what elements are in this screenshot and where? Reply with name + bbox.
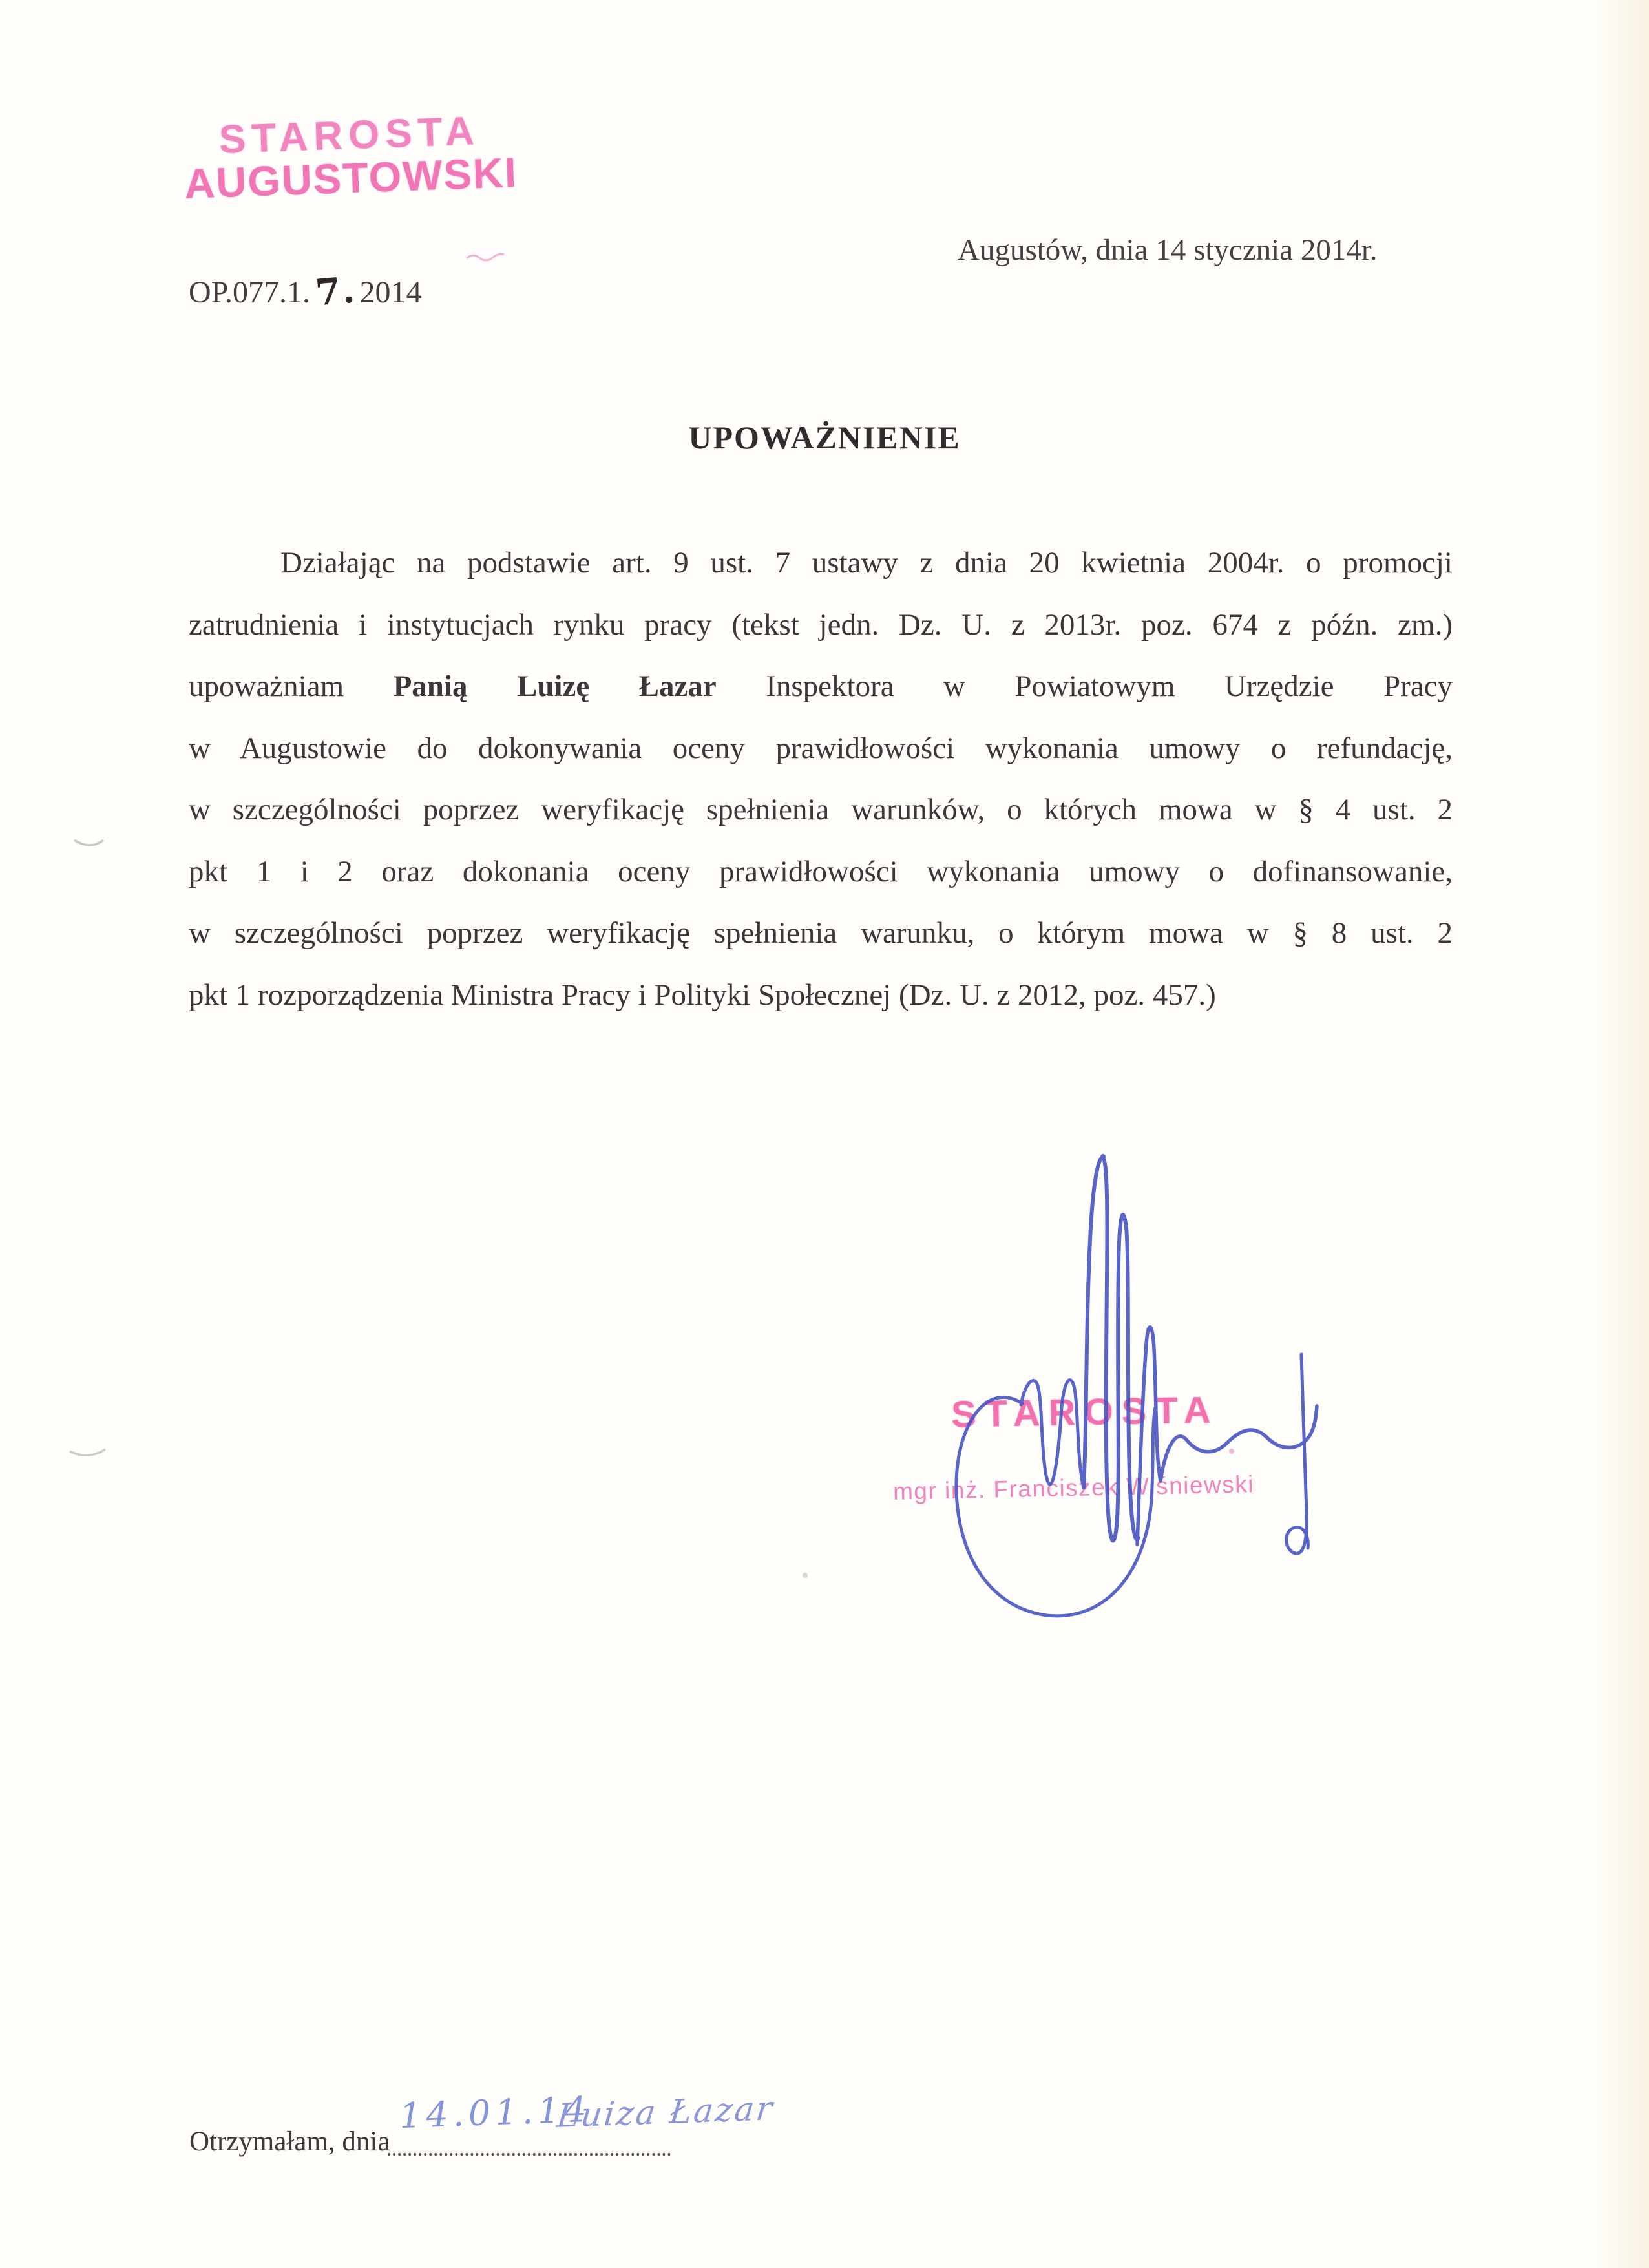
document-date: Augustów, dnia 14 stycznia 2014r. bbox=[958, 233, 1378, 267]
body-line bbox=[189, 779, 1453, 841]
body-line bbox=[189, 903, 1453, 965]
signature-stamp-role: STAROSTA bbox=[951, 1389, 1219, 1436]
office-stamp bbox=[174, 109, 526, 207]
scan-speck bbox=[803, 1573, 808, 1578]
body-line-text: pkt 1 rozporządzenia Ministra Pracy i Polityki Społecznej (Dz. U. z 2012, poz. 457.) bbox=[189, 978, 1216, 1012]
receipt-label: Otrzymałam, dnia bbox=[189, 2126, 390, 2157]
handwritten-receipt-date: 14.01.14 bbox=[398, 2088, 592, 2137]
body-line bbox=[189, 532, 1453, 594]
pencil-arc-mark bbox=[74, 840, 103, 845]
body-line bbox=[189, 656, 1453, 718]
body-paragraph bbox=[189, 532, 1453, 1026]
reference-prefix: OP.077.1. bbox=[189, 275, 311, 310]
reference-handwritten-digit: 7. bbox=[313, 268, 358, 315]
body-line-bold-name: Panią Luizę Łazar bbox=[393, 669, 717, 703]
signature-stamp-name: mgr inż. Franciszek Wiśniewski bbox=[892, 1471, 1255, 1505]
pencil-arc-mark bbox=[70, 1449, 105, 1455]
body-line bbox=[189, 718, 1453, 780]
page-title: UPOWAŻNIENIE bbox=[688, 419, 961, 456]
body-line-text: w szczególności poprzez weryfikację spełnienia warunku, o którym mowa w § 8 ust. 2 bbox=[189, 916, 1453, 950]
scan-edge-artifact bbox=[1591, 0, 1649, 2268]
body-line bbox=[189, 965, 1453, 1027]
handwritten-receipt-signature: Luiza Łazar bbox=[554, 2090, 776, 2136]
office-stamp-line2: AUGUSTOWSKI bbox=[184, 149, 518, 208]
body-line-text: Działając na podstawie art. 9 ust. 7 ustawy z dnia 20 kwietnia 2004r. o promocji bbox=[280, 546, 1453, 580]
body-line-text: w Augustowie do dokonywania oceny prawidłowości wykonania umowy o refundację, bbox=[189, 731, 1453, 765]
body-line-text: w szczególności poprzez weryfikację spełnienia warunków, o których mowa w § 4 ust. 2 bbox=[189, 793, 1453, 826]
body-line-text: pkt 1 i 2 oraz dokonania oceny prawidłowości wykonania umowy o dofinansowanie, bbox=[189, 854, 1453, 888]
handwritten-signature-scribble bbox=[924, 1124, 1344, 1628]
reference-year: 2014 bbox=[359, 275, 422, 310]
office-stamp-line1: STAROSTA bbox=[218, 108, 481, 163]
body-line bbox=[189, 841, 1453, 903]
reference-number bbox=[189, 268, 422, 315]
body-line bbox=[189, 594, 1453, 656]
body-line-text: upoważniam bbox=[189, 669, 394, 703]
body-line-text: zatrudnienia i instytucjach rynku pracy (tekst jedn. Dz. U. z 2013r. poz. 674 z późn. zm.) bbox=[189, 607, 1453, 642]
body-line-text: Inspektora w Powiatowym Urzędzie Pracy bbox=[716, 669, 1453, 703]
faint-stamp-smudge bbox=[467, 254, 504, 260]
